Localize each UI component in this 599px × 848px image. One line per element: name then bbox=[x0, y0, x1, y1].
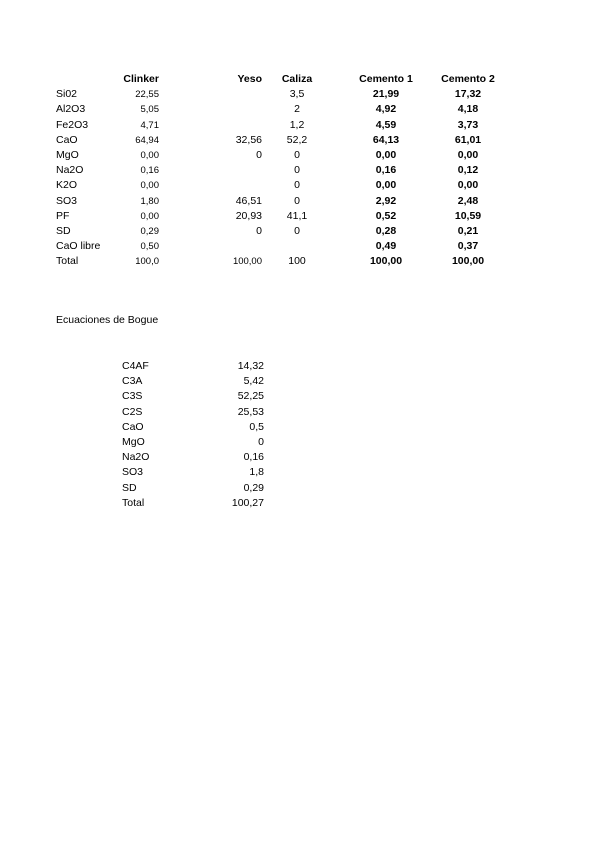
bogue-label: C4AF bbox=[122, 360, 149, 372]
cell-cemento-2: 17,32 bbox=[454, 88, 482, 101]
cell-cemento-2: 0,37 bbox=[457, 240, 479, 253]
cell-clinker: 5,05 bbox=[140, 104, 159, 116]
table-row bbox=[56, 194, 516, 209]
cell-cemento-1: 21,99 bbox=[372, 88, 400, 101]
cell-cemento-2: 3,73 bbox=[457, 118, 479, 131]
cell-cemento-2: 10,59 bbox=[454, 209, 482, 222]
bogue-label: C3S bbox=[122, 390, 143, 403]
table-row bbox=[122, 359, 264, 374]
table-row bbox=[56, 239, 516, 254]
cell-clinker: 0,16 bbox=[140, 165, 159, 177]
cell-clinker: 0,00 bbox=[140, 149, 159, 161]
table-row bbox=[56, 178, 516, 193]
cell-clinker: 0,29 bbox=[140, 225, 159, 237]
cell-cemento-2: 2,48 bbox=[457, 194, 479, 207]
bogue-value: 25,53 bbox=[237, 405, 264, 418]
bogue-label: Total bbox=[122, 496, 145, 509]
cell-yeso: 100,00 bbox=[232, 256, 262, 268]
table-row bbox=[56, 224, 516, 239]
cell-compound: Na2O bbox=[56, 164, 84, 177]
bogue-value: 0 bbox=[258, 435, 264, 448]
cell-cemento-2: 0,00 bbox=[457, 148, 479, 161]
header-cell-clinker: Clinker bbox=[123, 73, 159, 85]
table-row bbox=[122, 420, 264, 435]
header-cell-caliza: Caliza bbox=[281, 73, 313, 85]
cell-caliza: 0 bbox=[294, 148, 300, 161]
cell-cemento-1: 0,16 bbox=[375, 164, 397, 177]
bogue-table bbox=[122, 359, 264, 511]
cell-compound: CaO libre bbox=[56, 240, 101, 253]
cell-cemento-2: 0,00 bbox=[457, 179, 479, 192]
table-row bbox=[122, 496, 264, 511]
cell-compound: Si02 bbox=[56, 88, 78, 101]
bogue-value: 0,29 bbox=[243, 481, 264, 494]
bogue-value: 0,5 bbox=[249, 420, 264, 433]
table-row bbox=[122, 435, 264, 450]
bogue-value: 0,16 bbox=[243, 451, 264, 464]
bogue-value: 52,25 bbox=[237, 390, 264, 403]
cell-cemento-1: 0,00 bbox=[375, 179, 397, 192]
table-row bbox=[122, 450, 264, 465]
bogue-label: SO3 bbox=[122, 466, 144, 479]
table-row bbox=[56, 87, 516, 102]
cell-caliza: 0 bbox=[294, 194, 300, 207]
cell-compound: Fe2O3 bbox=[56, 118, 89, 131]
bogue-label: Na2O bbox=[122, 451, 150, 464]
table-row bbox=[56, 163, 516, 178]
table-row bbox=[122, 389, 264, 404]
cell-cemento-1: 0,00 bbox=[375, 148, 397, 161]
cell-cemento-1: 0,28 bbox=[375, 224, 397, 237]
cell-yeso: 46,51 bbox=[235, 194, 262, 207]
cell-clinker: 0,50 bbox=[140, 241, 159, 253]
cell-compound: MgO bbox=[56, 148, 79, 161]
bogue-value: 14,32 bbox=[237, 360, 264, 372]
cell-caliza: 0 bbox=[294, 164, 300, 177]
section-title: Ecuaciones de Bogue bbox=[56, 314, 159, 326]
cell-cemento-1: 100,00 bbox=[369, 255, 403, 268]
table-row bbox=[56, 254, 516, 269]
cell-cemento-1: 64,13 bbox=[372, 133, 400, 146]
table-row bbox=[122, 481, 264, 496]
cell-caliza: 100 bbox=[288, 255, 306, 268]
table-row bbox=[56, 133, 516, 148]
header-cell-cemento-2: Cemento 2 bbox=[441, 73, 495, 85]
table-row bbox=[56, 118, 516, 133]
cell-cemento-2: 100,00 bbox=[451, 255, 485, 268]
composition-table bbox=[56, 72, 516, 269]
cell-cemento-2: 0,21 bbox=[457, 224, 479, 237]
bogue-value: 5,42 bbox=[243, 375, 264, 388]
cell-cemento-2: 61,01 bbox=[454, 133, 482, 146]
bogue-label: SD bbox=[122, 481, 137, 494]
cell-cemento-1: 0,49 bbox=[375, 240, 397, 253]
cell-compound: PF bbox=[56, 209, 70, 222]
table-row bbox=[56, 148, 516, 163]
cell-cemento-1: 4,59 bbox=[375, 118, 397, 131]
cell-cemento-2: 4,18 bbox=[457, 103, 479, 116]
table-row bbox=[122, 405, 264, 420]
cell-clinker: 22,55 bbox=[135, 89, 159, 101]
cell-clinker: 0,00 bbox=[140, 180, 159, 192]
bogue-label: MgO bbox=[122, 435, 145, 448]
table-row bbox=[122, 465, 264, 480]
bogue-label: C2S bbox=[122, 405, 143, 418]
cell-yeso: 0 bbox=[256, 148, 262, 161]
cell-clinker: 1,80 bbox=[140, 195, 159, 207]
bogue-value: 100,27 bbox=[231, 496, 264, 509]
cell-yeso: 0 bbox=[256, 224, 262, 237]
cell-compound: K2O bbox=[56, 179, 78, 192]
bogue-label: CaO bbox=[122, 420, 144, 433]
table-row bbox=[56, 102, 516, 117]
cell-cemento-1: 0,52 bbox=[375, 209, 397, 222]
cell-clinker: 4,71 bbox=[140, 119, 159, 131]
header-cell-yeso: Yeso bbox=[237, 73, 262, 85]
cell-compound: SO3 bbox=[56, 194, 78, 207]
composition-table-body bbox=[56, 87, 516, 269]
cell-cemento-1: 2,92 bbox=[375, 194, 397, 207]
cell-cemento-2: 0,12 bbox=[457, 164, 479, 177]
cell-yeso: 20,93 bbox=[235, 209, 262, 222]
cell-caliza: 2 bbox=[294, 103, 300, 116]
cell-caliza: 0 bbox=[294, 224, 300, 237]
header-cell-cemento-1: Cemento 1 bbox=[359, 73, 413, 85]
cell-clinker: 64,94 bbox=[135, 134, 159, 146]
cell-clinker: 0,00 bbox=[140, 210, 159, 222]
table-row bbox=[56, 209, 516, 224]
cell-caliza: 1,2 bbox=[289, 118, 305, 131]
table-header-row bbox=[56, 72, 516, 87]
cell-caliza: 3,5 bbox=[289, 88, 305, 101]
cell-caliza: 52,2 bbox=[286, 133, 308, 146]
cell-compound: CaO bbox=[56, 133, 78, 146]
cell-caliza: 0 bbox=[294, 179, 300, 192]
cell-clinker: 100,0 bbox=[135, 256, 159, 268]
cell-caliza: 41,1 bbox=[286, 209, 308, 222]
cell-yeso: 32,56 bbox=[235, 133, 262, 146]
cell-compound: SD bbox=[56, 224, 71, 237]
table-row bbox=[122, 374, 264, 389]
cell-compound: Total bbox=[56, 255, 79, 268]
cell-compound: Al2O3 bbox=[56, 103, 86, 116]
bogue-label: C3A bbox=[122, 375, 143, 388]
cell-cemento-1: 4,92 bbox=[375, 103, 397, 116]
bogue-value: 1,8 bbox=[249, 466, 264, 479]
